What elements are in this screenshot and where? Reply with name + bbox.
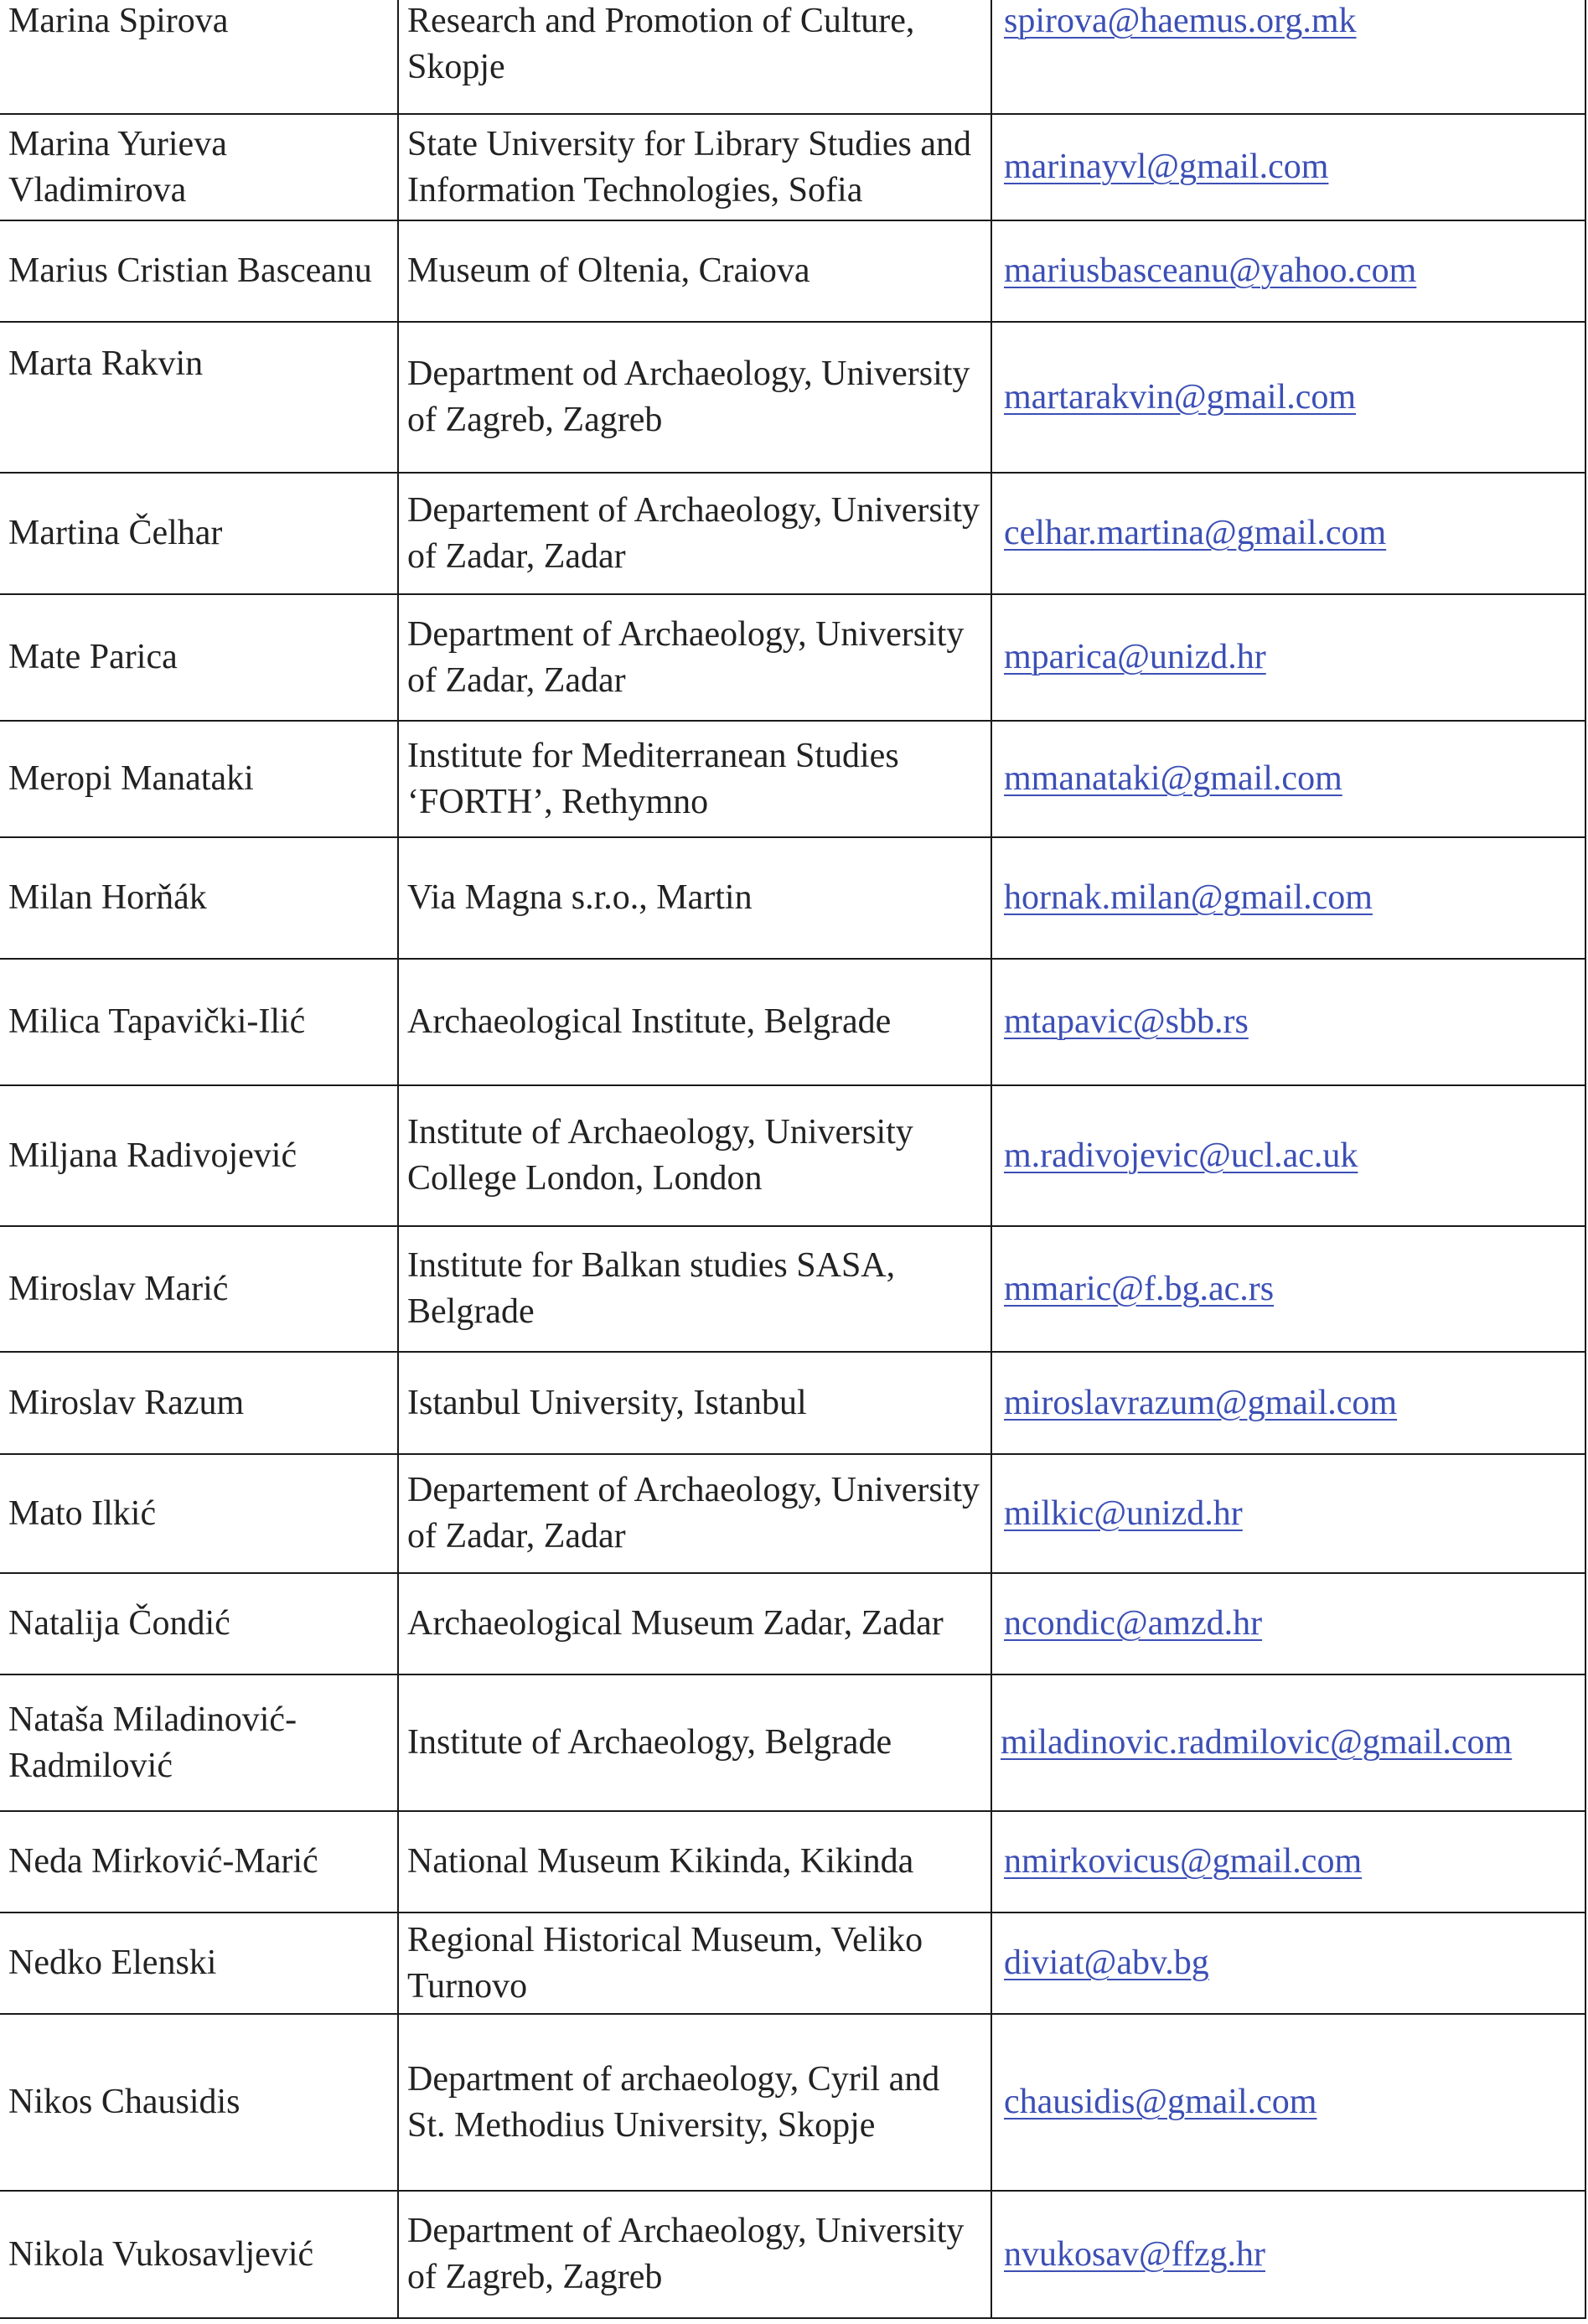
- name-cell: Meropi Manataki: [0, 721, 398, 837]
- name-cell: Nikos Chausidis: [0, 2014, 398, 2191]
- email-cell: [991, 2191, 1585, 2318]
- affiliation-cell: Department of Archaeology, University of Zagreb, Zagreb: [398, 2191, 991, 2318]
- table-row: [0, 837, 1585, 959]
- table-row: [0, 322, 1585, 473]
- table-row: [0, 1913, 1585, 2014]
- email-cell: [991, 1085, 1585, 1226]
- affiliation-cell: Institute for Balkan studies SASA, Belgrade: [398, 1226, 991, 1352]
- email-link[interactable]: chausidis@gmail.com: [1004, 2083, 1317, 2121]
- affiliation-cell: Departement of Archaeology, University of Zadar, Zadar: [398, 1454, 991, 1573]
- email-link[interactable]: mparica@unizd.hr: [1004, 638, 1266, 676]
- email-link[interactable]: spirova@haemus.org.mk: [1004, 2, 1357, 40]
- email-link[interactable]: diviat@abv.bg: [1004, 1944, 1209, 1982]
- name-cell: Mate Parica: [0, 594, 398, 721]
- email-link[interactable]: mariusbasceanu@yahoo.com: [1004, 251, 1417, 290]
- affiliation-cell: Department of Archaeology, University of Zadar, Zadar: [398, 594, 991, 721]
- email-cell: [991, 0, 1585, 114]
- email-cell: [991, 220, 1585, 322]
- name-cell: Marina Spirova: [0, 0, 398, 114]
- email-link[interactable]: hornak.milan@gmail.com: [1004, 878, 1373, 917]
- affiliation-cell: Department od Archaeology, University of Zagreb, Zagreb: [398, 322, 991, 473]
- email-cell: [991, 1352, 1585, 1454]
- email-cell: [991, 473, 1585, 594]
- email-link[interactable]: mtapavic@sbb.rs: [1004, 1002, 1249, 1041]
- email-cell: [991, 1811, 1585, 1913]
- table-row: [0, 959, 1585, 1085]
- table-row: [0, 220, 1585, 322]
- affiliation-cell: Institute for Mediterranean Studies ‘FORTH’, Rethymno: [398, 721, 991, 837]
- name-cell: Martina Čelhar: [0, 473, 398, 594]
- table-row: [0, 594, 1585, 721]
- table-row: [0, 473, 1585, 594]
- email-link[interactable]: m.radivojevic@ucl.ac.uk: [1004, 1136, 1358, 1175]
- table-row: [0, 2014, 1585, 2191]
- email-cell: [991, 721, 1585, 837]
- table-row: [0, 2191, 1585, 2318]
- table-row: [0, 1573, 1585, 1674]
- email-cell: [991, 2014, 1585, 2191]
- affiliation-cell: State University for Library Studies and Information Technologies, Sofia: [398, 114, 991, 220]
- table-row: [0, 1454, 1585, 1573]
- name-cell: Miroslav Marić: [0, 1226, 398, 1352]
- affiliation-cell: Istanbul University, Istanbul: [398, 1352, 991, 1454]
- email-link[interactable]: miladinovic.radmilovic@gmail.com: [1001, 1723, 1513, 1762]
- email-cell: [991, 1674, 1585, 1811]
- email-link[interactable]: celhar.martina@gmail.com: [1004, 514, 1387, 552]
- table-row: [0, 1226, 1585, 1352]
- email-cell: [991, 959, 1585, 1085]
- table-row: [0, 0, 1585, 114]
- table-row: [0, 1085, 1585, 1226]
- name-cell: Mato Ilkić: [0, 1454, 398, 1573]
- name-cell: Natalija Čondić: [0, 1573, 398, 1674]
- email-cell: [991, 837, 1585, 959]
- table-row: [0, 1811, 1585, 1913]
- email-link[interactable]: mmaric@f.bg.ac.rs: [1004, 1269, 1275, 1308]
- table-row: [0, 1674, 1585, 1811]
- table-row: [0, 114, 1585, 220]
- affiliation-cell: Museum of Oltenia, Craiova: [398, 220, 991, 322]
- affiliation-cell: Archaeological Museum Zadar, Zadar: [398, 1573, 991, 1674]
- email-link[interactable]: ncondic@amzd.hr: [1004, 1604, 1263, 1643]
- affiliation-cell: Via Magna s.r.o., Martin: [398, 837, 991, 959]
- affiliation-cell: Institute of Archaeology, University College London, London: [398, 1085, 991, 1226]
- affiliation-cell: Regional Historical Museum, Veliko Turnovo: [398, 1913, 991, 2014]
- email-cell: [991, 1573, 1585, 1674]
- email-link[interactable]: mmanataki@gmail.com: [1004, 759, 1342, 798]
- email-cell: [991, 322, 1585, 473]
- name-cell: Marta Rakvin: [0, 322, 398, 473]
- name-cell: Nataša Miladinović-Radmilović: [0, 1674, 398, 1811]
- name-cell: Milan Horňák: [0, 837, 398, 959]
- name-cell: Miljana Radivojević: [0, 1085, 398, 1226]
- affiliation-cell: Archaeological Institute, Belgrade: [398, 959, 991, 1085]
- name-cell: Marina Yurieva Vladimirova: [0, 114, 398, 220]
- email-link[interactable]: martarakvin@gmail.com: [1004, 377, 1357, 417]
- email-cell: [991, 1454, 1585, 1573]
- affiliation-cell: Departement of Archaeology, University of Zadar, Zadar: [398, 473, 991, 594]
- email-cell: [991, 114, 1585, 220]
- email-cell: [991, 594, 1585, 721]
- email-link[interactable]: milkic@unizd.hr: [1004, 1493, 1243, 1533]
- table-row: [0, 721, 1585, 837]
- affiliation-cell: Department of archaeology, Cyril and St. Methodius University, Skopje: [398, 2014, 991, 2191]
- name-cell: Neda Mirković-Marić: [0, 1811, 398, 1913]
- affiliation-cell: Research and Promotion of Culture, Skopje: [398, 0, 991, 114]
- email-link[interactable]: nmirkovicus@gmail.com: [1004, 1842, 1363, 1881]
- affiliation-cell: National Museum Kikinda, Kikinda: [398, 1811, 991, 1913]
- name-cell: Marius Cristian Basceanu: [0, 220, 398, 322]
- affiliation-cell: Institute of Archaeology, Belgrade: [398, 1674, 991, 1811]
- email-cell: [991, 1226, 1585, 1352]
- name-cell: Nikola Vukosavljević: [0, 2191, 398, 2318]
- email-link[interactable]: nvukosav@ffzg.hr: [1004, 2234, 1266, 2274]
- name-cell: Milica Tapavički-Ilić: [0, 959, 398, 1085]
- name-cell: Miroslav Razum: [0, 1352, 398, 1454]
- email-cell: [991, 1913, 1585, 2014]
- name-cell: Nedko Elenski: [0, 1913, 398, 2014]
- table-row: [0, 1352, 1585, 1454]
- email-link[interactable]: miroslavrazum@gmail.com: [1004, 1383, 1398, 1422]
- email-link[interactable]: marinayvl@gmail.com: [1004, 148, 1329, 186]
